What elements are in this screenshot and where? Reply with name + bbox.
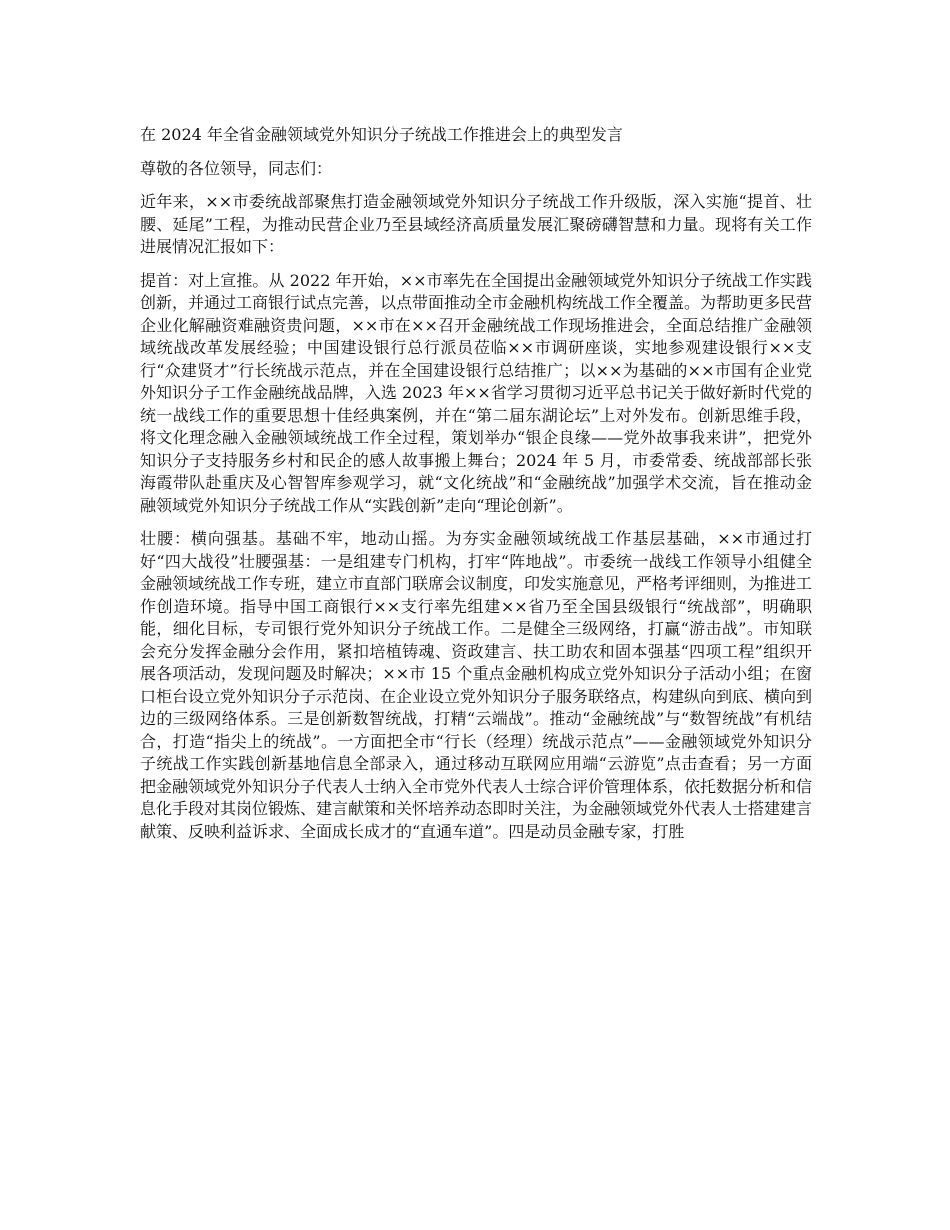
salutation: 尊敬的各位领导，同志们：	[140, 158, 333, 178]
paragraph-intro: 近年来，××市委统战部聚焦打造金融领域党外知识分子统战工作升级版，深入实施“提首、壮腰、延尾”工程，为推动民营企业乃至县域经济高质量发展汇聚磅礴智慧和力量。现将有关工作进展情况汇报如下：	[140, 192, 812, 256]
paragraph-tishou: 提首：对上宣推。从 2022 年开始，××市率先在全国提出金融领域党外知识分子统战工作实践创新，并通过工商银行试点完善，以点带面推动全市金融机构统战工作全覆盖。为帮助更多民营企业化解融资难融资贵问题，××市在××召开金融统战工作现场推进会，全面总结推广金融领域统战改革发展经验；中国建设银行总行派员莅临××市调研座谈，实地参观建设银行××支行“众建贤才”行长统战示范点，并在全国建设银行总结推广；以××为基础的××市国有企业党外知识分子工作金融统战品牌，入选 2023 年××省学习贯彻习近平总书记关于做好新时代党的统一战线工作的重要思想十佳经典案例，并在“第二届东湖论坛”上对外发布。创新思维手段，将文化理念融入金融领域统战工作全过程，策划举办“银企良缘——党外故事我来讲”，把党外知识分子支持服务乡村和民企的感人故事搬上舞台；2024 年 5 月，市委常委、统战部部长张海霞带队赴重庆及心智智库参观学习，就“文化统战”和“金融统战”加强学术交流，旨在推动金融领域党外知识分子统战工作从“实践创新”走向“理论创新”。	[140, 270, 813, 515]
document-title: 在 2024 年全省金融领域党外知识分子统战工作推进会上的典型发言	[140, 125, 623, 144]
document-page	[140, 124, 812, 854]
paragraph-zhuangyao: 壮腰：横向强基。基础不牢，地动山摇。为夯实金融领域统战工作基层基础，××市通过打好“四大战役”壮腰强基：一是组建专门机构，打牢“阵地战”。市委统一战线工作领导小组健全金融领域统战工作专班，建立市直部门联席会议制度，印发实施意见，严格考评细则，为推进工作创造环境。指导中国工商银行××支行率先组建××省乃至全国县级银行“统战部”，明确职能，细化目标，专司银行党外知识分子统战工作。二是健全三级网络，打赢“游击战”。市知联会充分发挥金融分会作用，紧扣培植铸魂、资政建言、扶工助农和固本强基“四项工程”组织开展各项活动，发现问题及时解决；××市 15 个重点金融机构成立党外知识分子活动小组；在窗口柜台设立党外知识分子示范岗、在企业设立党外知识分子服务联络点，构建纵向到底、横向到边的三级网络体系。三是创新数智统战，打精“云端战”。推动“金融统战”与“数智统战”有机结合，打造“指尖上的统战”。一方面把全市“行长（经理）统战示范点”——金融领域党外知识分子统战工作实践创新基地信息全部录入，通过移动互联网应用端“云游览”点击查看；另一方面把金融领域党外知识分子代表人士纳入全市党外代表人士综合评价管理体系，依托数据分析和信息化手段对其岗位锻炼、建言献策和关怀培养动态即时关注，为金融领域党外代表人士搭建建言献策、反映利益诉求、全面成长成才的“直通车道”。四是动员金融专家，打胜	[140, 529, 813, 841]
